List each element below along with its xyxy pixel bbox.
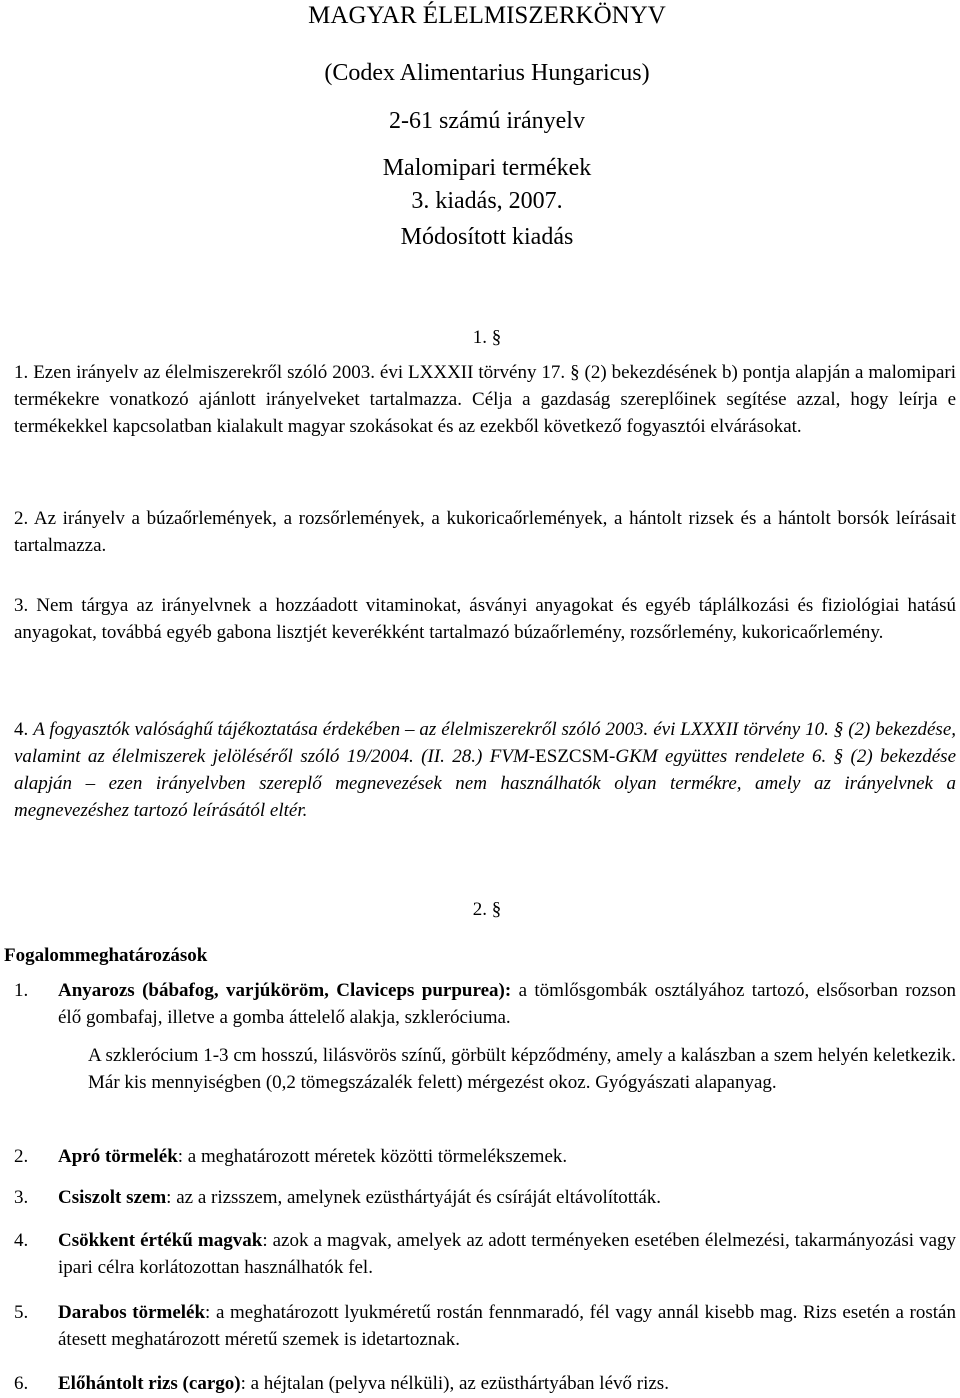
directive-number: 2-61 számú irányelv (389, 108, 585, 134)
paragraph-1: 1. Ezen irányelv az élelmiszerekről szóló 2003. évi LXXXII törvény 17. § (2) bekezdésének b) pontja alapján a malomipari termékekre vonatkozó ajánlott irányelveket tartalmazza. Célja a gazdaság szereplőinek segítése azzal, hogy leírja e termékekkel kapcsolatban kialakult magyar szokásokat és az ezekből következő fogyasztói elvárásokat. (14, 362, 956, 437)
definition-term: Csiszolt szem (58, 1187, 167, 1208)
definition-number: 6. (14, 1373, 29, 1394)
paragraph-4-text-a: A fogyasztók valósághű tájékoztatása érdekében – az élelmiszerekről szóló 2003. évi LXXXII törvény 10. § (2) bekezdése, valamint az élelmiszerek jelöléséről szóló 19/2004. (II. 28.) FVM- (14, 719, 957, 767)
section-2-heading: 2. § (472, 899, 502, 920)
definitions-heading: Fogalommeghatározások (4, 945, 208, 966)
definition-text: : az a rizsszem, amelynek ezüsthártyáját és csíráját eltávolították. (166, 1187, 662, 1208)
definition-note: A szklerócium 1-3 cm hosszú, lilásvörös színű, görbült képződmény, amely a kalászban a szem helyén keletkezik. Már kis mennyiségben (0,2 tömegszázalék felett) mérgezést okoz. Gyógyászati alapanyag. (88, 1045, 956, 1093)
paragraph-4 (14, 716, 956, 824)
definition-number: 5. (14, 1302, 29, 1323)
definition-number: 1. (14, 980, 29, 1001)
definition-text: a tömlősgombák osztályához tartozó, elsősorban rozson élő gombafaj, illetve a gomba áttelelő alakja, szkleróciuma. (58, 980, 956, 1028)
definition-item (14, 1227, 956, 1281)
paragraph-4-number: 4. (14, 719, 29, 740)
definition-item (14, 977, 956, 1031)
definition-term: Csökkent értékű magvak (58, 1230, 263, 1251)
section-1-heading: 1. § (472, 327, 502, 348)
paragraph-4-text-b: ESZCSM- (535, 746, 616, 767)
modified-edition: Módosított kiadás (400, 224, 574, 250)
definition-item (14, 1143, 956, 1170)
definition-number: 3. (14, 1187, 29, 1208)
paragraph-3: 3. Nem tárgya az irányelvnek a hozzáadott vitaminokat, ásványi anyagokat és egyéb táplálkozási és fiziológiai hatású anyagokat, továbbá egyéb gabona lisztjét keverékként tartalmazó búzaőrlemény, rozsőrlemény, kukoricaőrlemény. (14, 595, 956, 643)
definition-term: Anyarozs (bábafog, varjúköröm, Claviceps purpurea): (58, 980, 512, 1001)
definition-text: : a meghatározott lyukméretű rostán fennmaradó, fél vagy annál kisebb mag. Rizs esetén a rostán átesett meghatározott méretű szemek is idetartoznak. (58, 1302, 956, 1350)
definition-item (14, 1184, 956, 1211)
document-title: MAGYAR ÉLELMISZERKÖNYV (308, 2, 666, 29)
definition-item (14, 1370, 956, 1397)
paragraph-2: 2. Az irányelv a búzaőrlemények, a rozsőrlemények, a kukoricaőrlemények, a hántolt rizsek és a hántolt borsók leírásait tartalmazza. (14, 508, 956, 556)
edition: 3. kiadás, 2007. (411, 188, 563, 214)
definition-text: : a héjtalan (pelyva nélküli), az ezüsthártyában lévő rizs. (240, 1373, 669, 1394)
definition-text: : a meghatározott méretek közötti törmelékszemek. (177, 1146, 568, 1167)
directive-subject: Malomipari termékek (382, 155, 592, 181)
definition-item (14, 1299, 956, 1353)
codex-subtitle: (Codex Alimentarius Hungaricus) (324, 60, 650, 86)
definition-term: Apró törmelék (58, 1146, 178, 1167)
definition-term: Előhántolt rizs (cargo) (58, 1373, 241, 1394)
definition-number: 2. (14, 1146, 29, 1167)
definition-text: : azok a magvak, amelyek az adott terményeken esetében élelmezési, takarmányozási vagy ipari célra korlátozottan használhatók fel. (58, 1230, 956, 1278)
definition-number: 4. (14, 1230, 29, 1251)
definition-term: Darabos törmelék (58, 1302, 206, 1323)
paragraph-4-text-c: GKM együttes rendelete 6. § (2) bekezdése alapján – ezen irányelvben szereplő megnevezések nem használhatók olyan termékre, amely az irányelvnek a megnevezéshez tartozó leírásától eltér. (14, 746, 957, 821)
